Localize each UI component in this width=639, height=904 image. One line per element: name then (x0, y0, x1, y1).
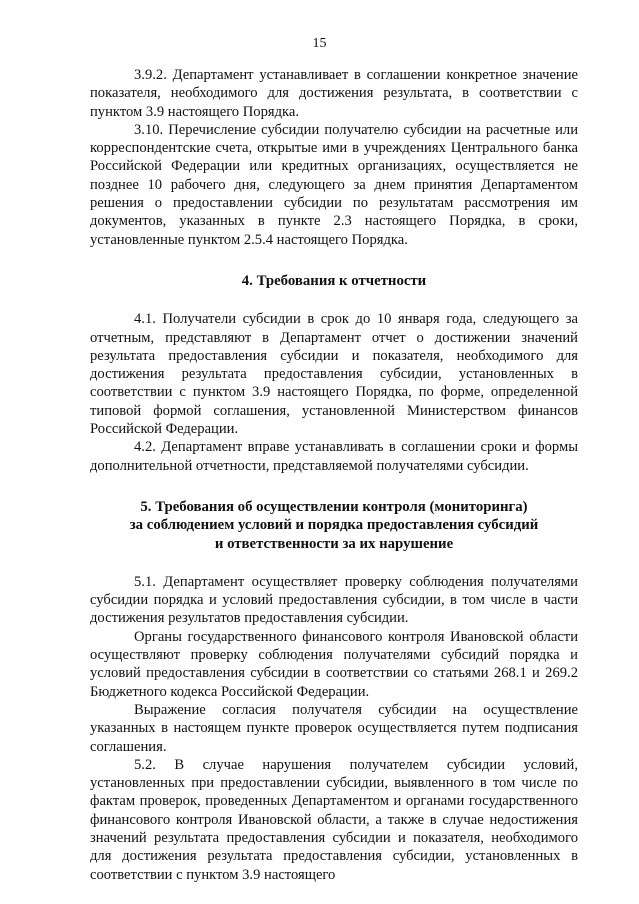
paragraph-5-1-consent: Выражение согласия получателя субсидии на осуществление указанных в настоящем пункте проверок осуществляется путем подписания соглашения. (90, 701, 578, 755)
section-heading-5-line-1: 5. Требования об осуществлении контроля (мониторинга) (140, 498, 528, 515)
paragraph-5-1-control-bodies: Органы государственного финансового контроля Ивановской области осуществляют проверку соблюдения получателями субсидий порядка и условий предоставления субсидии в соответствии со статьями 268.1 и 269.2 Бюджетного кодекса Российской Федерации. (90, 628, 578, 700)
paragraph-4-2: 4.2. Департамент вправе устанавливать в соглашении сроки и формы дополнительной отчетности, представляемой получателями субсидии. (90, 439, 578, 474)
paragraph-5-2: 5.2. В случае нарушения получателем субсидии условий, установленных при предоставлении субсидии, выявленного в том числе по фактам проверок, проведенных Департаментом и органами государственного финансового контроля Ивановской области, а также в случае недостижения значений результата предоставления субсидии и показателя, необходимого для достижения результата предоставления субсидии, установленных в соответствии с пунктом 3.9 настоящего (90, 756, 578, 883)
document-body (90, 66, 578, 884)
paragraph-4-1: 4.1. Получатели субсидии в срок до 10 января года, следующего за отчетным, представляют в Департамент отчет о достижении значений результата предоставления субсидии и показателя, необходимого для достижения результата предоставления субсидии, установленных в соответствии с пунктом 3.9 настоящего Порядка, по форме, определенной типовой формой соглашения, установленной Министерством финансов Российской Федерации. (90, 311, 578, 438)
section-heading-4: 4. Требования к отчетности (241, 272, 427, 289)
section-heading-5-line-3: и ответственности за их нарушение (214, 535, 454, 552)
paragraph-3-9-2: 3.9.2. Департамент устанавливает в соглашении конкретное значение показателя, необходимого для достижения результата, в соответствии с пунктом 3.9 настоящего Порядка. (90, 67, 578, 120)
page-number: 15 (312, 36, 327, 51)
paragraph-5-1: 5.1. Департамент осуществляет проверку соблюдения получателями субсидии порядка и условий предоставления субсидии, в том числе в части достижения результатов предоставления субсидии. (90, 573, 578, 627)
paragraph-3-10: 3.10. Перечисление субсидии получателю субсидии на расчетные или корреспондентские счета, открытые ими в учреждениях Центрального банка Российской Федерации или кредитных организациях, осуществляется не позднее 10 рабочего дня, следующего за днем принятия Департаментом решения о предоставлении субсидии по результатам рассмотрения им документов, указанных в пункте 2.3 настоящего Порядка, в сроки, установленные пунктом 2.5.4 настоящего Порядка. (90, 121, 578, 248)
section-heading-5 (90, 498, 578, 553)
section-heading-5-line-2: за соблюдением условий и порядка предоставления субсидий (129, 517, 539, 534)
